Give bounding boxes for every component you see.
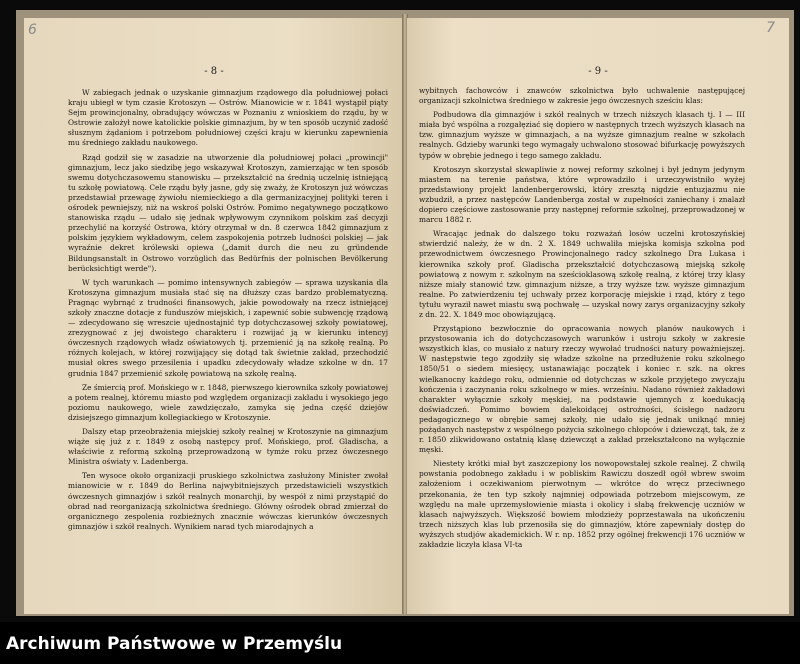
page-number: - 8 - (204, 66, 224, 77)
right-page (407, 18, 789, 614)
paragraph: wybitnych fachowców i znawców szkolnictwa było uchwalenie następującej organizacji szkolnictwa średniego w zakresie jego ówczesnych sześciu klas: (419, 86, 745, 106)
paragraph: Niestety krótki miał byt zaszczepiony los nowopowstałej szkole realnej. Z chwilą powstania podobnego zakładu i w pobliskim Rawiczu doszedł ogół wbrew swoim założeniom i oczekiwaniom pierwotnym — wkrótce do wręcz przeciwnego przekonania, że ten typ szkoły najmniej odpowiada potrzebom miejscowym, ze względu na małe uprzemysłowienie miasta i okolicy i słabą frekwencję uczniów w klasach najwyższych. Większość bowiem młodzieży poprzestawała na ukończeniu trzech niższych klas lub przenosiła się do gimnazjów, które zapewniały dostęp do wyższych studjów akademickich. W r. np. 1852 przy ogólnej frekwencji 176 uczniów w zakładzie liczyła klasa VI-ta (419, 459, 745, 550)
paragraph: Krotoszyn skorzystał skwapliwie z nowej reformy szkolnej i był jednym jedynym miastem na terenie państwa, które wprowadziło i urzeczywistniło wyżej przedstawiony projekt landenbergerowski, który zresztą nigdzie entuzjazmu nie wzbudził, a przez następców Landenberga został w zupełności zaniechany i znalazł dopiero częściowe zastosowanie przy następnej reformie szkolnej, przeprowadzonej w marcu 1882 r. (419, 164, 745, 225)
archive-name: Archiwum Państwowe w Przemyślu (6, 634, 343, 654)
paragraph: Wracając jednak do dalszego toku rozważań losów uczelni krotoszyńskiej stwierdzić należy, że w dn. 2 X. 1849 uchwaliła miejska komisja szkolna pod przewodnictwem ówczesnego Prowincjonalnego radcy szkolnego Dra Lukasa i kierownika szkoły prof. Gladischa przekształcić dotychczasową miejską szkołę powiatową z nowym r. szkolnym na sześcioklasową szkołę realną, z której trzy klasy niższe miały stanowić tzw. gimnazjum niższe, a trzy wyższe tzw. wyższe gimnazjum realne. Po zatwierdzeniu tej uchwały przez korporację miejskie i rząd, który z tego tytułu wyraził nawet miastu swą pochwałę — uzyskał nowy zarys organizacyjny szkoły z dn. 22. X. 1849 moc obowiązującą. (419, 229, 745, 319)
page-text (68, 88, 388, 536)
paragraph: Rząd godził się w zasadzie na utworzenie dla południowej połaci „prowincji" gimnazjum, lecz jako siedzibę jego wskazywał Krotoszyn, zamierzając w ten sposób swemu dotychczasowemu stanowisku — przekształcić na średnią uczelnię istniejącą tu szkołę powiatową. Cele rządu były jasne, gdy się zważy, że Krotoszyn już wówczas przedstawiał przewagę żywiołu niemieckiego a dla germanizacyjnej polityki teren i ośrodek pewniejszy, niż na wskroś polski Ostrów. Pomimo negatywnego początkowo stanowiska rządu — udało się jednak wpływowym czynnikom polskim zaś decyzji przechylić na korzyść Ostrowa, który otrzymał w dn. 8 czerwca 1842 gimnazjum z polskim językiem wykładowym, celem zaspokojenia potrzeb ludności polskiej — jak wyraźnie dekret królewski opiewa („damit durch die neu zu gründende Bildungsanstalt in Ostrowo vorzüglich das Bedürfnis der polnischen Bevölkerung berücksichtigt werde"). (68, 152, 388, 273)
paragraph: Ze śmiercią prof. Mońskiego w r. 1848, pierwszego kierownika szkoły powiatowej a potem realnej, któremu miasto pod względem organizacji zakładu i wysokiego jego poziomu naukowego, wiele zawdzięczało, zamyka się jedna część dziejów dzisiejszego gimnazjum kollegiackiego w Krotoszynie. (68, 382, 389, 422)
book-spread (16, 10, 794, 616)
left-page (24, 18, 404, 614)
paragraph: Ten wysoce około organizacji pruskiego szkolnictwa zasłużony Minister zwołał mianowicie w r. 1849 do Berlina najwybitniejszych przedstawicieli wszystkich ówczesnych gimnazjów i szkół realnych monarchji, by wespół z nimi przystąpić do obrad nad reorganizacją szkolnictwa średniego. Główny ośrodek obrad zmierzał do organicznego zespolenia rozbieżnych znacznie wówczas kierunków ówczesnych gimnazjów i szkół realnych. Wynikiem narad tych miarodajnych a (68, 471, 388, 531)
paragraph: W tych warunkach — pomimo intensywnych zabiegów — sprawa uzyskania dla Krotoszyna gimnazjum musiała stać się na dłuższy czas bardzo problematyczną. Pragnąc wybrnąć z trudności finansowych, jakie powodowały na rzecz istniejącej szkoły znaczne dotacje z funduszów miejskich, i zapewnić sobie subwencję rządową — zdecydowano się wreszcie ujednostajnić typ dotychczasowej szkoły powiatowej, zrezygnować z jej dwoistego charakteru i rozwijać ją w kierunku intencyj ówczesnych rządowych władz oświatowych tj. przemienić ją na szkołę realną. Po różnych kolejach, w której rozwijający się dotąd tak świetnie zakład, przechodzić musiał okres swego przesilenia i upadku zdecydowały władze szkolne w dn. 17 grudnia 1847 przemienić szkołę powiatową na szkołę realną. (68, 277, 388, 378)
paragraph: Przystąpiono bezwłocznie do opracowania nowych planów naukowych i przystosowania ich do dotychczasowych warunków i ustroju szkoły w zakresie wszystkich klas, co musiało z natury rzeczy wywołać trudności natury poważniejszej. W następstwie tego zgodziły się władze szkolne na przedłużenie roku szkolnego 1850/51 o siedem miesięcy, ustanawiając początek i koniec r. szk. na okres wielkanocny każdego roku, odmiennie od dotychczas w szkole przyjętego zwyczaju kończenia i zaczynania roku szkolnego w mies. wrześniu. Nadano również zakładowi charakter wyłącznie szkoły męskiej, na podstawie ujemnych z koedukacją doświadczeń. Pomimo bowiem dalekoidącej ostrożności, ścisłego nadzoru pedagogicznego w obrębie samej szkoły, nie udało się jednak uniknąć mniej pożądanych następstw z wspólnego pożycia szkolnego chłopców i dziewcząt, tak, że z r. 1850 zlikwidowano ostatnią klasę dziewcząt a zakład przekształcono na wyłącznie męski. (419, 324, 745, 455)
paragraph: W zabiegach jednak o uzyskanie gimnazjum rządowego dla południowej połaci kraju ubiegł w tym czasie Krotoszyn — Ostrów. Mianowicie w r. 1841 wystąpił piąty Sejm prowincjonalny, obradujący wówczas w Poznaniu z wnioskiem do rządu, by w Ostrowie założył nowe katolickie polskie gimnazjum, by w ten sposób uczynić zadość słusznym żądaniom i potrzebom południowej części kraju w kierunku zapewnienia mu średniego zakładu naukowego. (68, 88, 388, 148)
paragraph: Podbudowa dla gimnazjów i szkół realnych w trzech niższych klasach tj. I — III miała być wspólna a rozgałęziać się dopiero w następnych trzech wyższych klasach na tzw. gimnazjum wyższe w gimnazjach, a na wyższe gimnazjum realne w szkołach realnych. Gdzieby warunki tego wymagały uchwalono stosować bifurkację powyższych typów w obrębie jednego i tego samego zakładu. (419, 110, 745, 160)
pencil-page-mark: 7 (766, 20, 775, 36)
pencil-page-mark: 6 (28, 22, 37, 38)
paragraph: Dalszy etap przeobrażenia miejskiej szkoły realnej w Krotoszynie na gimnazjum wiąże się już z r. 1849 z osobą następcy prof. Mońskiego, prof. Gladischa, a właściwie z reformą szkolną przeprowadzoną w tymże roku przez ówczesnego Ministra oświaty v. Ladenberga. (68, 427, 388, 467)
page-number: - 9 - (588, 66, 608, 77)
page-text (419, 86, 745, 554)
archive-footer (0, 622, 800, 664)
